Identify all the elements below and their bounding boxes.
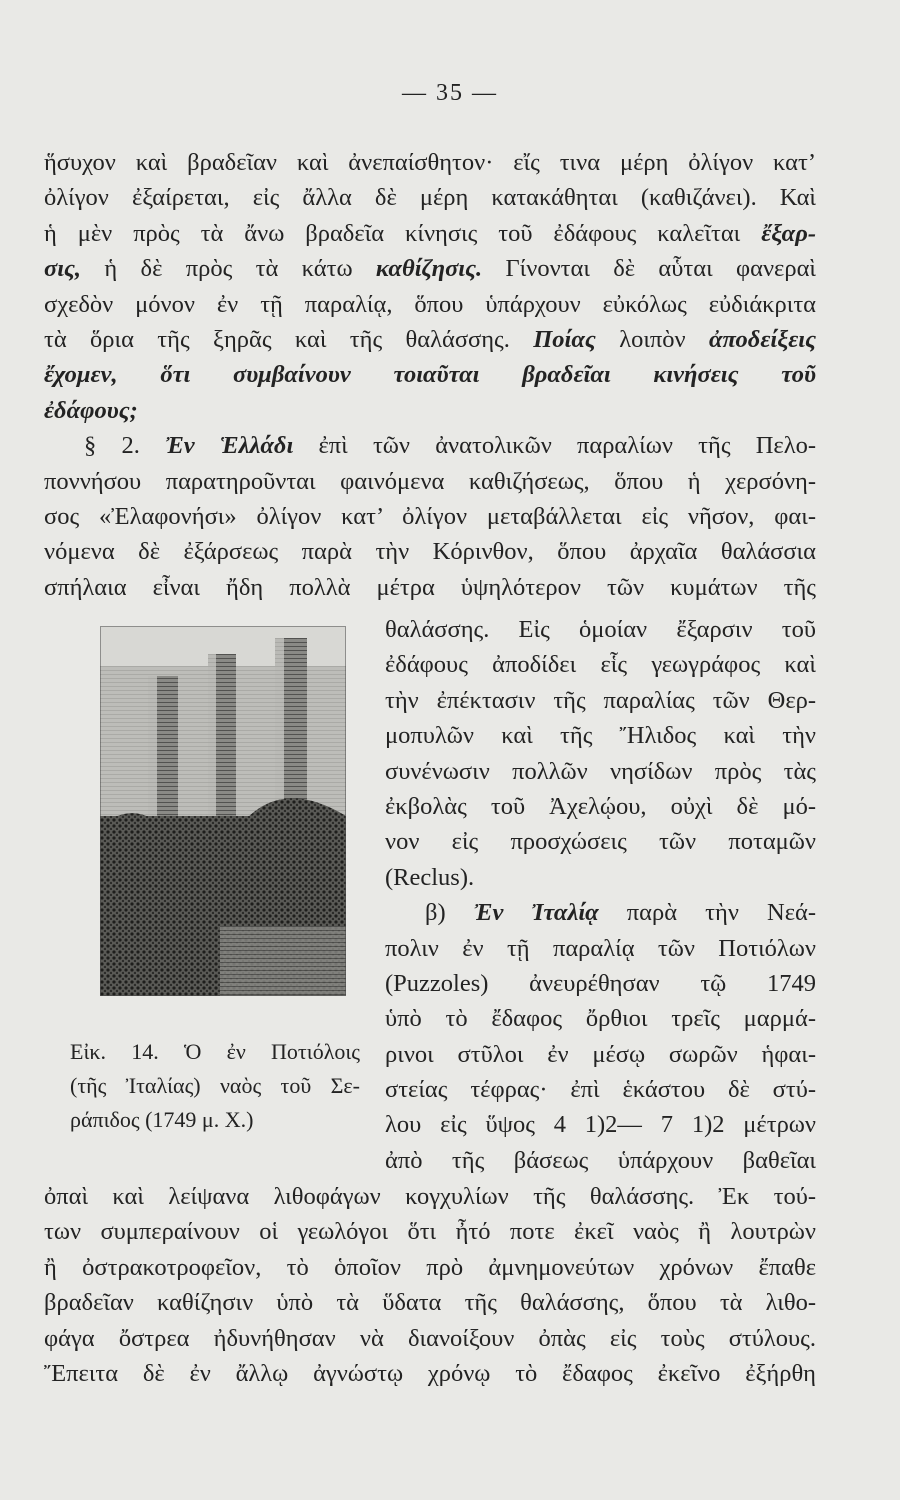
text-segment: ἢ ὀστρακοτροφεῖον, τὸ ὁποῖον πρὸ ἀμνημονεύτων χρόνων ἔπαθε: [44, 1253, 816, 1281]
emphasized-term: ἀποδείξεις: [708, 325, 816, 353]
page-number: — 35 —: [402, 80, 498, 106]
text-segment: φάγα ὄστρεα ἠδυνήθησαν νὰ διανοίξουν ὀπὰς εἰς τοὺς στύλους.: [44, 1324, 816, 1352]
text-segment: ἡ μὲν πρὸς τὰ ἄνω βραδεῖα κίνησις τοῦ ἐδάφους καλεῖται: [44, 219, 762, 247]
text-line: [44, 534, 816, 569]
emphasized-term: Ἐν Ἑλλάδι: [165, 432, 294, 460]
paragraph-block-bottom: [44, 1179, 816, 1391]
emphasized-term: καθίζησις.: [375, 255, 483, 283]
text-line: [44, 216, 816, 251]
text-segment: ὀλίγον ἐξαίρεται, εἰς ἄλλα δὲ μέρη κατακάθηται (καθιζάνει). Καὶ: [44, 184, 816, 212]
caption-line: ράπιδος (1749 μ. Χ.): [70, 1107, 254, 1132]
text-segment: ἥσυχον καὶ βραδεῖαν καὶ ἀνεπαίσθητον· εἴς τινα μέρη ὀλίγον κατ’: [44, 149, 816, 176]
text-line: [385, 683, 816, 718]
text-line: [385, 647, 816, 682]
text-segment: των συμπεραίνουν οἱ γεωλόγοι ὅτι ἦτό ποτε ἐκεῖ ναὸς ἢ λουτρὼν: [44, 1218, 816, 1246]
text-segment: § 2.: [84, 432, 166, 460]
text-line: [44, 1179, 816, 1214]
figure-temple-of-serapis: [100, 626, 346, 996]
text-segment: ἐκβολὰς τοῦ Ἀχελῴου, οὐχὶ δὲ μό-: [385, 792, 816, 820]
paragraph-block-right-column: [385, 612, 816, 1178]
text-line: [44, 1214, 816, 1249]
text-segment: συνένωσιν πολλῶν νησίδων πρὸς τὰς: [385, 757, 816, 785]
text-line: [385, 1143, 816, 1178]
text-segment: ἀπὸ τῆς βάσεως ὑπάρχουν βαθεῖαι: [385, 1146, 816, 1174]
emphasized-term: σις,: [44, 255, 82, 283]
text-segment: (Reclus).: [385, 863, 475, 891]
caption-line: (τῆς Ἰταλίας) ναὸς τοῦ Σε-: [70, 1073, 360, 1098]
text-line: [44, 1321, 816, 1356]
text-segment: νον εἰς προσχώσεις τῶν ποταμῶν: [385, 828, 816, 856]
text-segment: ποννήσου παρατηροῦνται φαινόμενα καθιζήσεως, ὅπου ἡ χερσόνη-: [44, 467, 816, 495]
text-line: [385, 824, 816, 859]
text-line: [385, 1107, 816, 1142]
text-segment: πολιν ἐν τῇ παραλίᾳ τῶν Ποτιόλων: [385, 934, 816, 962]
text-segment: παρὰ τὴν Νεά-: [598, 899, 816, 927]
text-line: [385, 895, 816, 930]
text-line: [385, 718, 816, 753]
text-line: [44, 1356, 816, 1391]
text-line: [44, 145, 816, 180]
text-line: [44, 1285, 816, 1320]
text-segment: μοπυλῶν καὶ τῆς Ἤλιδος καὶ τὴν: [385, 722, 816, 750]
text-segment: στείας τέφρας· ἐπὶ ἑκάστου δὲ στύ-: [385, 1076, 816, 1104]
paragraph-block-top: [44, 145, 816, 605]
text-line: [44, 251, 816, 286]
text-segment: νόμενα δὲ ἐξάρσεως παρὰ τὴν Κόρινθον, ὅπου ἀρχαῖα θαλάσσια: [44, 538, 816, 566]
text-segment: λου εἰς ὕψος 4 1)2— 7 1)2 μέτρων: [385, 1111, 816, 1139]
text-line: [44, 1250, 816, 1285]
text-segment: σπήλαια εἶναι ἤδη πολλὰ μέτρα ὑψηλότερον τῶν κυμάτων τῆς: [44, 573, 816, 601]
text-line: [385, 966, 816, 1001]
text-segment: β): [425, 899, 474, 927]
text-segment: Γίνονται δὲ αὗται φανεραὶ: [482, 255, 816, 283]
text-line: [385, 789, 816, 824]
emphasized-term: Ἐν Ἰταλίᾳ: [473, 899, 599, 927]
text-line: [385, 1037, 816, 1072]
emphasized-term: ἐδάφους;: [44, 396, 138, 424]
text-line: [44, 499, 816, 534]
text-segment: σος «Ἐλαφονήσι» ὀλίγον κατ’ ὀλίγον μεταβάλλεται εἰς νῆσον, φαι-: [44, 502, 816, 530]
text-segment: ἡ δὲ πρὸς τὰ κάτω: [81, 255, 376, 283]
text-line: [44, 180, 816, 215]
text-segment: Ἔπειτα δὲ ἐν ἄλλῳ ἀγνώστῳ χρόνῳ τὸ ἔδαφος ἐκεῖνο ἐξήρθη: [44, 1359, 816, 1387]
text-segment: τὴν ἐπέκτασιν τῆς παραλίας τῶν Θερ-: [385, 686, 816, 714]
text-line: [385, 754, 816, 789]
text-line: [385, 1001, 816, 1036]
text-segment: ὑπὸ τὸ ἔδαφος ὄρθιοι τρεῖς μαρμά-: [385, 1005, 816, 1033]
emphasized-term: Ποίας: [533, 325, 596, 353]
text-line: [44, 322, 816, 357]
text-line: [44, 393, 816, 428]
caption-line: Εἰκ. 14. Ὁ ἐν Ποτιόλοις: [70, 1039, 360, 1064]
emphasized-term: ἔχομεν, ὅτι συμβαίνουν τοιαῦται βραδεῖαι κινήσεις τοῦ: [44, 361, 816, 389]
text-line: [385, 931, 816, 966]
text-line: [385, 1072, 816, 1107]
text-segment: ἐδάφους ἀποδίδει εἷς γεωγράφος καὶ: [385, 651, 816, 679]
text-line: [44, 464, 816, 499]
text-segment: τὰ ὅρια τῆς ξηρᾶς καὶ τῆς θαλάσσης.: [44, 325, 534, 353]
emphasized-term: ἔξαρ-: [761, 219, 816, 247]
text-segment: βραδεῖαν καθίζησιν ὑπὸ τὰ ὕδατα τῆς θαλάσσης, ὅπου τὰ λιθο-: [44, 1289, 816, 1317]
text-segment: ρινοι στῦλοι ἐν μέσῳ σωρῶν ἡφαι-: [385, 1040, 816, 1068]
text-segment: (Puzzoles) ἀνευρέθησαν τῷ 1749: [385, 969, 816, 997]
text-segment: θαλάσσης. Εἰς ὁμοίαν ἔξαρσιν τοῦ: [385, 616, 816, 643]
figure-caption: [70, 1035, 360, 1137]
text-line: [44, 570, 816, 605]
text-segment: ὀπαὶ καὶ λείψανα λιθοφάγων κογχυλίων τῆς θαλάσσης. Ἐκ τού-: [44, 1183, 816, 1210]
text-line: [44, 428, 816, 463]
text-segment: λοιπὸν: [595, 325, 709, 353]
text-line: [385, 860, 816, 895]
text-segment: σχεδὸν μόνον ἐν τῇ παραλίᾳ, ὅπου ὑπάρχουν εὐκόλως εὐδιάκριτα: [44, 290, 816, 318]
temple-columns-illustration: [100, 626, 346, 996]
text-line: [385, 612, 816, 647]
text-line: [44, 357, 816, 392]
text-segment: ἐπὶ τῶν ἀνατολικῶν παραλίων τῆς Πελο-: [293, 432, 816, 460]
text-line: [44, 287, 816, 322]
